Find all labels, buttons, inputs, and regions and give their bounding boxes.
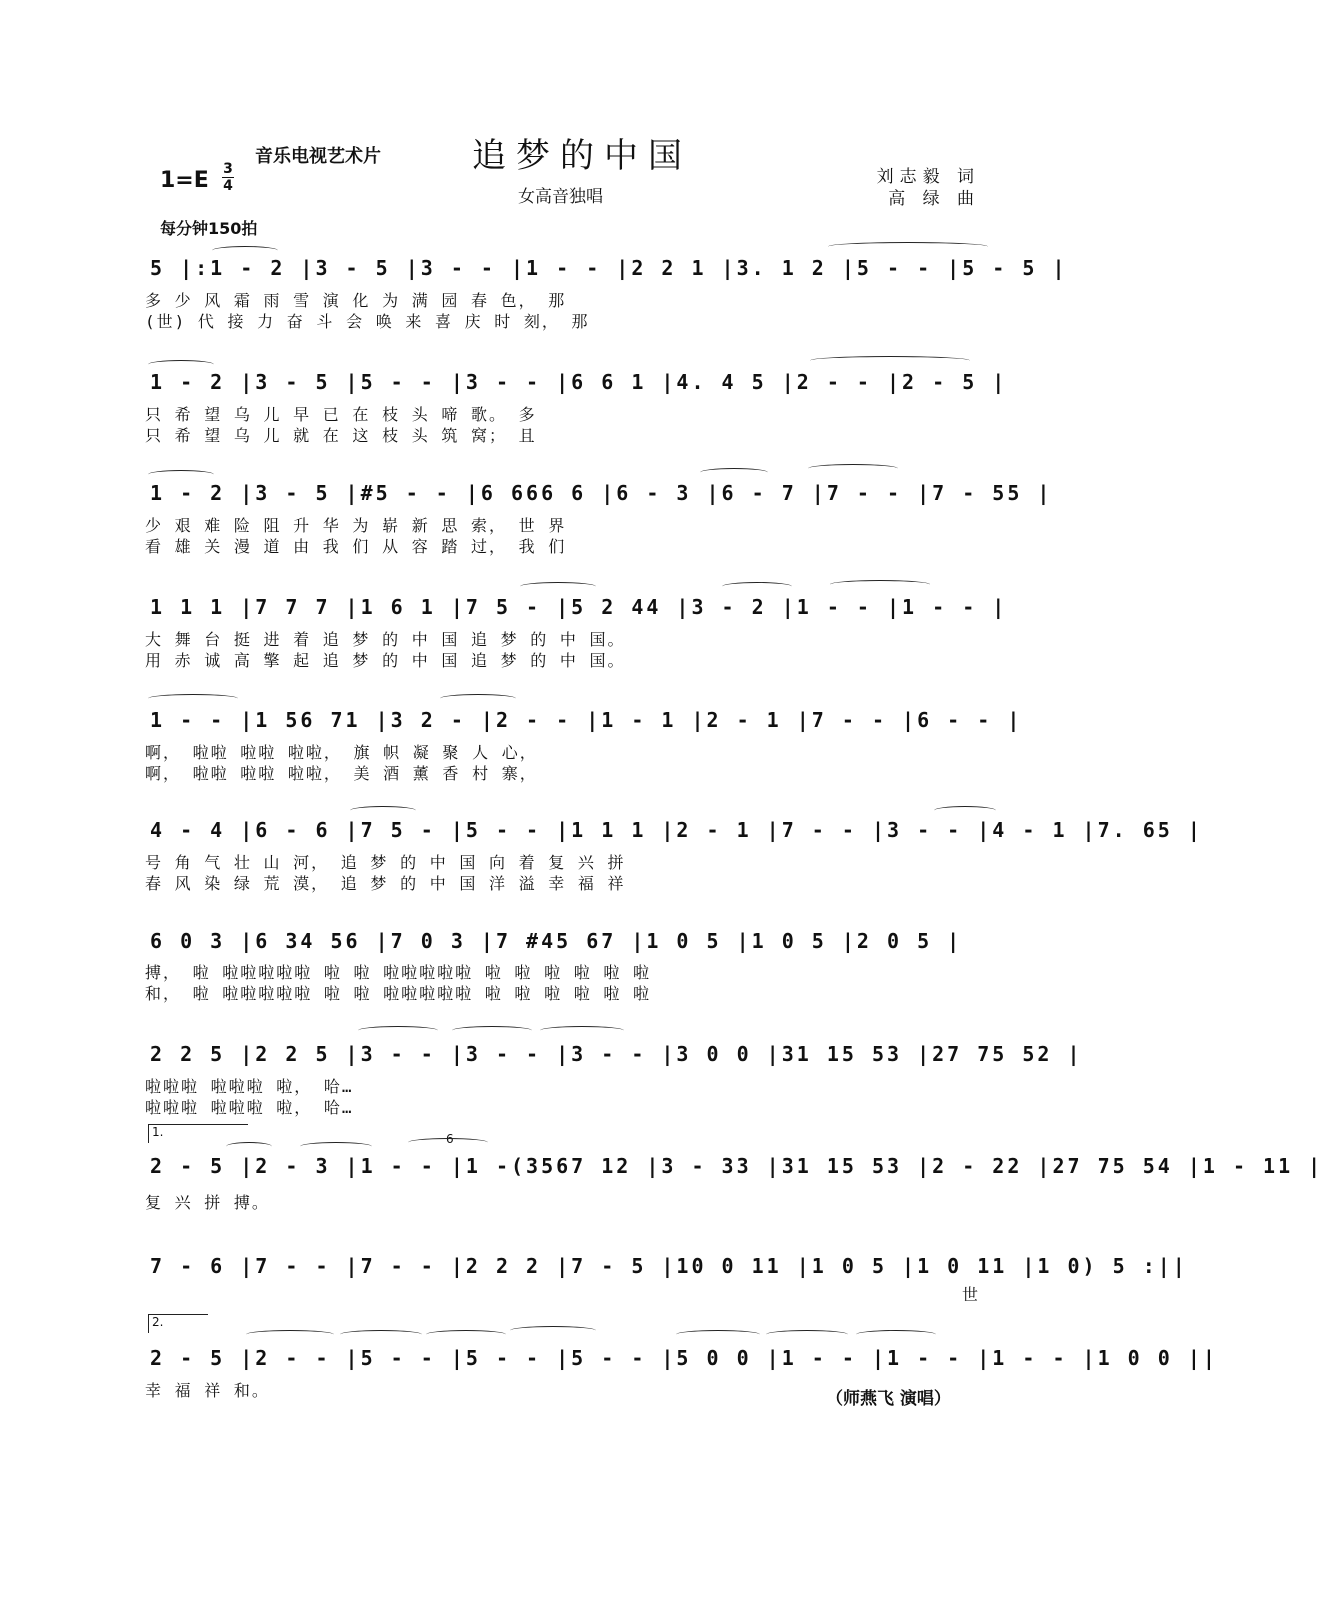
- slur: [830, 580, 930, 589]
- slur: [148, 360, 214, 369]
- tempo-marking: 每分钟150拍: [160, 219, 258, 238]
- slur: [148, 470, 214, 479]
- slur: [440, 694, 516, 703]
- lyrics-line-1a: 多 少 风 霜 雨 雪 演 化 为 满 园 春 色， 那: [145, 291, 567, 310]
- time-top: 3: [223, 161, 233, 177]
- lyrics-line-1b: (世) 代 接 力 奋 斗 会 唤 来 喜 庆 时 刻， 那: [145, 312, 590, 331]
- lyrics-line-2b: 只 希 望 乌 儿 就 在 这 枝 头 筑 窝； 且: [145, 426, 537, 445]
- slur: [212, 246, 278, 255]
- notation-line-1: 5 |:1 - 2 |3 - 5 |3 - - |1 - - |2 2 1 |3. 1 2 |5 - - |5 - 5 |: [150, 256, 1068, 280]
- lyrics-line-3a: 少 艰 难 险 阻 升 华 为 崭 新 思 索， 世 界: [145, 516, 567, 535]
- second-ending-bracket: 2.: [148, 1314, 208, 1333]
- subtitle: 音乐电视艺术片: [255, 146, 381, 167]
- notation-line-2: 1 - 2 |3 - 5 |5 - - |3 - - |6 6 1 |4. 4 5 |2 - - |2 - 5 |: [150, 370, 1008, 394]
- lyrics-line-5a: 啊， 啦啦 啦啦 啦啦， 旗 帜 凝 聚 人 心，: [145, 743, 538, 762]
- slur: [540, 1026, 624, 1035]
- lyrics-line-7b: 和， 啦 啦啦啦啦啦 啦 啦 啦啦啦啦啦 啦 啦 啦 啦 啦 啦: [145, 984, 651, 1003]
- lyrics-line-6a: 号 角 气 壮 山 河， 追 梦 的 中 国 向 着 复 兴 拼: [145, 853, 626, 872]
- slur: [722, 582, 792, 591]
- notation-line-4: 1 1 1 |7 7 7 |1 6 1 |7 5 - |5 2 44 |3 - 2 |1 - - |1 - - |: [150, 595, 1008, 619]
- lyric-end: 世: [962, 1285, 981, 1304]
- key-signature: 1=E: [160, 168, 209, 193]
- slur: [300, 1142, 372, 1151]
- credits: [860, 166, 980, 210]
- slur: [766, 1330, 848, 1339]
- notation-line-11: 2 - 5 |2 - - |5 - - |5 - - |5 - - |5 0 0 |1 - - |1 - - |1 - - |1 0 0 ||: [150, 1346, 1218, 1370]
- page-title: 追梦的中国: [472, 136, 692, 176]
- first-ending-bracket: 1.: [148, 1124, 248, 1143]
- slur: [808, 464, 898, 473]
- notation-line-8: 2 2 5 |2 2 5 |3 - - |3 - - |3 - - |3 0 0 |31 15 53 |27 75 52 |: [150, 1042, 1083, 1066]
- lyrics-line-9: 复 兴 拼 搏。: [145, 1193, 270, 1212]
- performance-type: 女高音独唱: [518, 187, 603, 207]
- slur: [828, 242, 988, 251]
- lyrics-line-3b: 看 雄 关 漫 道 由 我 们 从 容 踏 过， 我 们: [145, 537, 567, 556]
- time-signature: [222, 162, 234, 193]
- slur: [452, 1026, 532, 1035]
- slur: [340, 1330, 422, 1339]
- tuplet-number: 6: [446, 1132, 454, 1146]
- lyrics-line-11: 幸 福 祥 和。: [145, 1381, 270, 1400]
- notation-line-7: 6 0 3 |6 34 56 |7 0 3 |7 #45 67 |1 0 5 |1 0 5 |2 0 5 |: [150, 929, 963, 953]
- notation-line-10: 7 - 6 |7 - - |7 - - |2 2 2 |7 - 5 |10 0 11 |1 0 5 |1 0 11 |1 0) 5 :||: [150, 1254, 1188, 1278]
- notation-line-9: 2 - 5 |2 - 3 |1 - - |1 -(3567 12 |3 - 33 |31 15 53 |2 - 22 |27 75 54 |1 - 11 |: [150, 1154, 1323, 1178]
- composer: 高 绿 曲: [888, 189, 980, 209]
- notation-line-3: 1 - 2 |3 - 5 |#5 - - |6 666 6 |6 - 3 |6 - 7 |7 - - |7 - 55 |: [150, 481, 1053, 505]
- slur: [934, 806, 996, 815]
- lyrics-line-8a: 啦啦啦 啦啦啦 啦， 哈…: [145, 1077, 354, 1096]
- slur: [810, 356, 970, 365]
- slur: [246, 1330, 334, 1339]
- slur: [510, 1326, 596, 1335]
- lyrics-line-4a: 大 舞 台 挺 进 着 追 梦 的 中 国 追 梦 的 中 国。: [145, 630, 626, 649]
- slur: [676, 1330, 760, 1339]
- singer-credit: （师燕飞 演唱）: [826, 1389, 951, 1409]
- lyrics-line-5b: 啊， 啦啦 啦啦 啦啦， 美 酒 薰 香 村 寨，: [145, 764, 538, 783]
- lyrics-line-4b: 用 赤 诚 高 擎 起 追 梦 的 中 国 追 梦 的 中 国。: [145, 651, 626, 670]
- slur: [226, 1142, 272, 1151]
- slur: [700, 468, 768, 477]
- slur: [520, 582, 596, 591]
- time-bottom: 4: [223, 178, 233, 194]
- lyrics-line-8b: 啦啦啦 啦啦啦 啦， 哈…: [145, 1098, 354, 1117]
- slur: [358, 1026, 438, 1035]
- slur: [426, 1330, 506, 1339]
- lyrics-line-7a: 搏， 啦 啦啦啦啦啦 啦 啦 啦啦啦啦啦 啦 啦 啦 啦 啦 啦: [145, 963, 651, 982]
- slur: [408, 1138, 488, 1147]
- lyricist: 刘志毅 词: [876, 167, 980, 187]
- slur: [856, 1330, 936, 1339]
- slur: [350, 806, 416, 815]
- lyrics-line-2a: 只 希 望 乌 儿 早 已 在 枝 头 啼 歌。 多: [145, 405, 537, 424]
- notation-line-6: 4 - 4 |6 - 6 |7 5 - |5 - - |1 1 1 |2 - 1 |7 - - |3 - - |4 - 1 |7. 65 |: [150, 818, 1203, 842]
- lyrics-line-6b: 春 风 染 绿 荒 漠， 追 梦 的 中 国 洋 溢 幸 福 祥: [145, 874, 626, 893]
- notation-line-5: 1 - - |1 56 71 |3 2 - |2 - - |1 - 1 |2 - 1 |7 - - |6 - - |: [150, 708, 1023, 732]
- slur: [148, 694, 238, 703]
